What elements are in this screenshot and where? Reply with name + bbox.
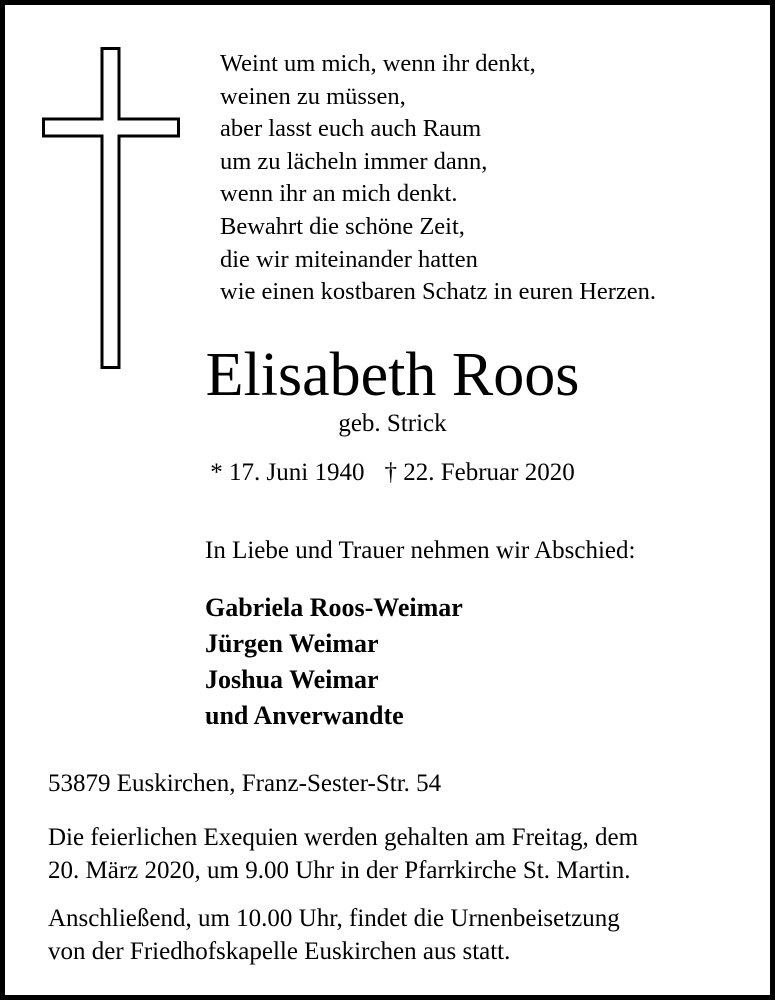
poem-line: die wir miteinander hatten bbox=[220, 245, 478, 273]
deceased-name: Elisabeth Roos bbox=[205, 341, 580, 409]
mourner-name: Jürgen Weimar bbox=[205, 629, 379, 658]
burial-line: Anschließend, um 10.00 Uhr, findet die Urnenbeisetzung bbox=[48, 905, 620, 932]
poem-line: wenn ihr an mich denkt. bbox=[220, 180, 458, 208]
poem-line: weinen zu müssen, bbox=[220, 82, 406, 110]
exequien-line: Die feierlichen Exequien werden gehalten am Freitag, dem bbox=[48, 824, 639, 851]
death-date: † 22. Februar 2020 bbox=[384, 459, 575, 486]
burial-notice bbox=[48, 903, 758, 968]
poem-line: Bewahrt die schöne Zeit, bbox=[220, 212, 465, 240]
mourners-list bbox=[205, 590, 463, 734]
mourner-name: Gabriela Roos-Weimar bbox=[205, 593, 463, 622]
mourner-name: Joshua Weimar bbox=[205, 665, 379, 694]
birth-date: * 17. Juni 1940 bbox=[210, 459, 365, 486]
address: 53879 Euskirchen, Franz-Sester-Str. 54 bbox=[48, 770, 442, 797]
mourner-name: und Anverwandte bbox=[205, 701, 404, 730]
exequien-line: 20. März 2020, um 9.00 Uhr in der Pfarrkirche St. Martin. bbox=[48, 856, 631, 884]
farewell-text: In Liebe und Trauer nehmen wir Abschied: bbox=[205, 537, 636, 564]
poem-line: um zu lächeln immer dann, bbox=[220, 147, 488, 175]
maiden-name: geb. Strick bbox=[338, 410, 447, 437]
burial-line: von der Friedhofskapelle Euskirchen aus statt. bbox=[48, 937, 511, 965]
poem-line: aber lasst euch auch Raum bbox=[220, 115, 482, 143]
poem-line: Weint um mich, wenn ihr denkt, bbox=[220, 50, 536, 77]
poem-line: wie einen kostbaren Schatz in euren Herzen. bbox=[220, 278, 657, 306]
life-dates bbox=[5, 457, 775, 489]
cross-icon bbox=[42, 47, 180, 369]
exequien-notice bbox=[48, 822, 758, 887]
poem bbox=[220, 48, 760, 309]
